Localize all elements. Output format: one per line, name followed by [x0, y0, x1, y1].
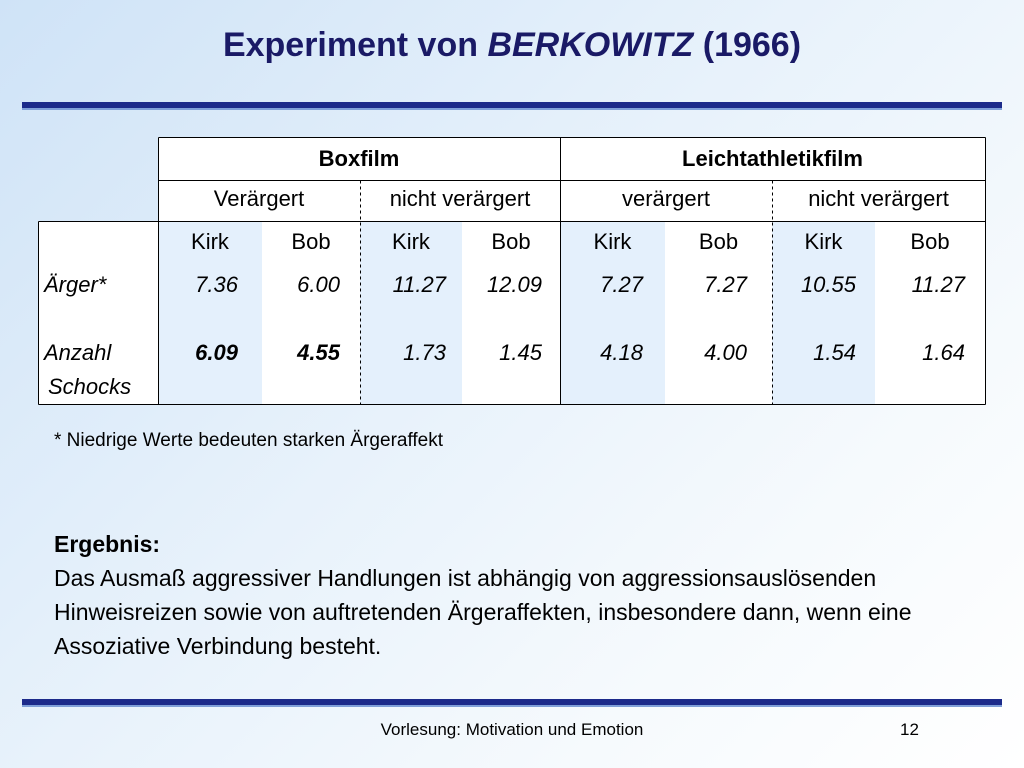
table-cell: 4.00 [704, 340, 747, 365]
header-person-3: Kirk [392, 229, 430, 254]
table-cell: 1.64 [922, 340, 965, 365]
table-cell: 1.45 [499, 340, 542, 365]
table-cell: 7.36 [195, 272, 238, 297]
header-condition-1: Verärgert [213, 186, 305, 211]
header-leichtathletikfilm: Leichtathletikfilm [682, 146, 863, 171]
header-person-7: Kirk [804, 229, 843, 254]
result-text: Das Ausmaß aggressiver Handlungen ist abhängig von aggressionsauslösenden Hinweisreizen sowie von auftretenden Ärgeraffekten, insbesondere dann, wenn eine Assoziative Verbindung besteht. [54, 565, 912, 659]
result-block [54, 527, 974, 663]
table-cell: 12.09 [486, 272, 542, 297]
row-label-anzahl: Anzahl [44, 340, 112, 365]
header-condition-2: nicht verärgert [389, 186, 531, 211]
table-cell: 11.27 [911, 272, 965, 297]
table-cell: 1.54 [813, 340, 856, 365]
table-cell: 7.27 [704, 272, 747, 297]
header-person-2: Bob [291, 229, 331, 254]
header-person-6: Bob [698, 229, 739, 254]
title-year: (1966) [693, 26, 802, 64]
row-label-aerger: Ärger* [44, 272, 107, 297]
row-label-schocks: Schocks [48, 374, 132, 399]
header-boxfilm: Boxfilm [318, 146, 400, 171]
header-condition-3: verärgert [621, 186, 711, 211]
header-person-1: Kirk [191, 229, 229, 254]
table-cell: 6.09 [195, 340, 238, 365]
table-cell: 7.27 [600, 272, 643, 297]
table-cell: 1.73 [403, 340, 446, 365]
result-label: Ergebnis: [54, 531, 161, 557]
title-author: BERKOWITZ [487, 26, 694, 64]
footer-course: Vorlesung: Motivation und Emotion [380, 720, 644, 739]
header-person-5: Kirk [593, 229, 632, 254]
title-prefix: Experiment von [222, 26, 488, 64]
header-condition-4: nicht verärgert [808, 186, 949, 211]
header-person-8: Bob [910, 229, 950, 254]
table-cell: 6.00 [297, 272, 340, 297]
header-person-4: Bob [491, 229, 531, 254]
footnote: * Niedrige Werte bedeuten starken Ärgeraffekt [54, 430, 444, 451]
footer-divider [22, 699, 1002, 707]
table-cell: 10.55 [800, 272, 856, 297]
page-number: 12 [900, 720, 919, 739]
table-cell: 11.27 [392, 272, 446, 297]
table-cell: 4.55 [297, 340, 340, 365]
table-cell: 4.18 [600, 340, 643, 365]
